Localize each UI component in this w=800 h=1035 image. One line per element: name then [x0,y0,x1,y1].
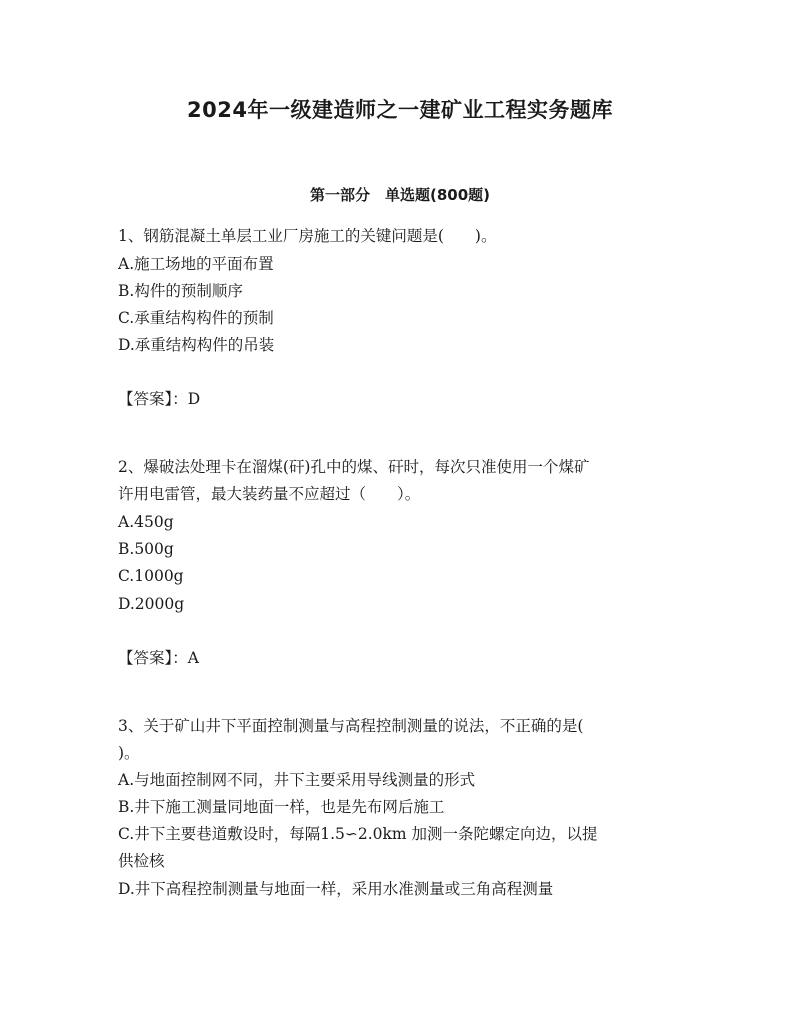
question-2-answer [118,648,199,668]
question-2-stem-line-1: 2、爆破法处理卡在溜煤(矸)孔中的煤、矸时，每次只准使用一个煤矿 [118,458,590,476]
question-2-option-a: A.450g [118,513,174,531]
question-3-option-c-line-1: C.井下主要巷道敷设时，每隔1.5∽2.0km 加测一条陀螺定向边，以提 [118,825,598,843]
document-title: 2024年一级建造师之一建矿业工程实务题库 [187,98,613,122]
question-1-stem: 1、钢筋混凝土单层工业厂房施工的关键问题是( )。 [118,227,497,245]
question-2-option-b: B.500g [118,540,174,558]
answer-label: 【答案】： [118,390,188,408]
question-3-stem-line-2: )。 [118,744,140,762]
question-3-option-d: D.井下高程控制测量与地面一样，采用水准测量或三角高程测量 [118,880,554,898]
question-1-option-c: C.承重结构构件的预制 [118,309,274,327]
question-2-option-c: C.1000g [118,567,184,585]
question-3-option-b: B.井下施工测量同地面一样，也是先布网后施工 [118,798,445,816]
question-2-stem-line-2: 许用电雷管，最大装药量不应超过（ ）。 [118,485,421,503]
question-1-option-d: D.承重结构构件的吊装 [118,336,275,354]
question-1-option-b: B.构件的预制顺序 [118,282,243,300]
answer-label: 【答案】： [118,649,188,667]
question-1-option-a: A.施工场地的平面布置 [118,255,274,273]
question-3-stem-line-1: 3、关于矿山井下平面控制测量与高程控制测量的说法，不正确的是( [118,717,584,735]
answer-value: A [187,649,199,667]
answer-value: D [187,390,201,408]
question-3-option-a: A.与地面控制网不同，井下主要采用导线测量的形式 [118,771,476,789]
section-title: 第一部分 单选题(800题) [309,186,491,204]
question-1-answer [118,389,200,409]
question-2-option-d: D.2000g [118,595,185,613]
question-3-option-c-line-2: 供检核 [118,852,165,870]
